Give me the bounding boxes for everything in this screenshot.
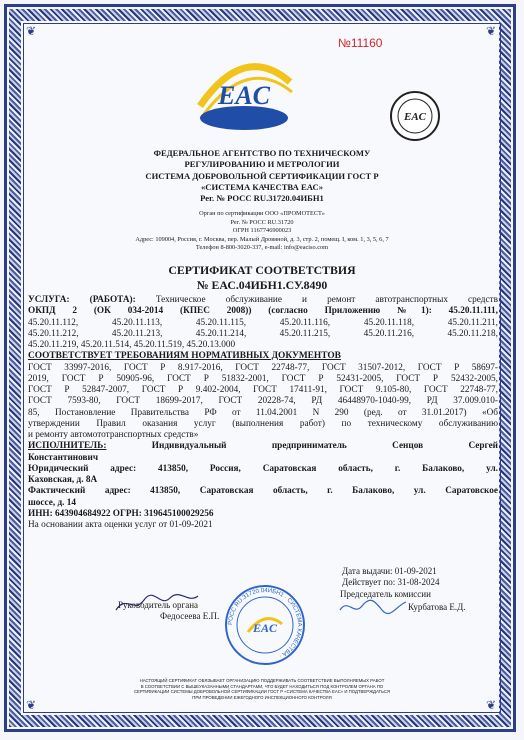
fine-print-line: В СООТВЕТСТВИИ С ВЫШЕУКАЗАННЫМИ СТАНДАРТАМИ, ЧТО БУДЕТ НАХОДИТЬСЯ ПОД КОНТРОЛЕМ ОРГАНА ПО (140, 683, 384, 689)
right-signature-name: Курбатова Е.Д. (408, 602, 466, 612)
legal-address: Юридический адрес: 413850, Россия, Саратовская область, г. Балаково, ул. (28, 463, 498, 474)
requirements-line: 85, Постановление Правительства РФ от 11.04.2001 N 290 (ред. от 31.01.2017) «Об (28, 407, 498, 418)
requirements-line: ГОСТ Р 52847-2007, ГОСТ Р 9.402-2004, ГОСТ 17411-91, ГОСТ 9.105-80, ГОСТ 22748-77, (28, 385, 498, 395)
requirements-line: утверждении Правил оказания услуг (выполнения работ) по техническому обслуживанию (28, 418, 498, 429)
valid-until: Действует по: 31-08-2024 (342, 577, 440, 587)
fine-print-line: НАСТОЯЩИЙ СЕРТИФИКАТ ОБЯЗЫВАЕТ ОРГАНИЗАЦИЮ ПОДДЕРЖИВАТЬ СООТВЕТСТВИЕ ВЫПОЛНЯЕМЫХ РАБОТ (139, 678, 385, 683)
serial-number: №11160 (338, 36, 383, 50)
svg-text:EAC: EAC (252, 621, 278, 635)
organ-line: ОГРН 1167746900023 (232, 227, 292, 235)
requirements-line: 2019, ГОСТ Р 50905-96, ГОСТ Р 51832-2001, ГОСТ Р 52431-2005, ГОСТ Р 52432-2005, (28, 373, 498, 384)
service-line: 45.20.11.219, 45.20.11.514, 45.20.11.519, 45.20.13.000 (28, 340, 236, 350)
certificate-body (28, 295, 498, 531)
organ-line: Адрес: 109004, Россия, г. Москва, пер. Малый Дровяной, д. 3, стр. 2, помещ. I, ком. 1, 3, 5, 6, 7 (135, 235, 389, 243)
logo-text: EAC (217, 81, 271, 110)
left-signature-icon (112, 590, 202, 618)
service-line: 45.20.11.112, 45.20.11.113, 45.20.11.115, 45.20.11.116, 45.20.11.118, 45.20.11.211, (28, 317, 498, 328)
legal-address-cont: Каховская, д. 8А (28, 475, 98, 485)
service-label: УСЛУГА: (РАБОТА): (28, 295, 136, 305)
agency-header (28, 148, 496, 204)
issue-date: Дата выдачи: 01-09-2021 (342, 566, 437, 576)
fine-print-line: ПРИ ПРОВЕДЕНИИ ЕЖЕГОДНОГО ИНСПЕКЦИОННОГО КОНТРОЛЯ (192, 694, 332, 700)
agency-line: РЕГУЛИРОВАНИЮ И МЕТРОЛОГИИ (184, 159, 340, 170)
left-signature-title: Руководитель органа (118, 600, 199, 610)
organ-line: Телефон 8-800-3020-337, e-mail: info@eaciso.com (195, 244, 329, 252)
corner-ornament-icon: ❦ (26, 24, 37, 38)
right-signature-icon (338, 596, 408, 618)
agency-line: СИСТЕМА ДОБРОВОЛЬНОЙ СЕРТИФИКАЦИИ ГОСТ Р (145, 170, 379, 181)
organ-line: Рег. № РОСС RU.31720 (230, 218, 294, 226)
right-signature-title: Председатель комиссии (340, 589, 431, 599)
assessment-basis: На основании акта оценки услуг от 01-09-2021 (28, 520, 213, 530)
agency-line: Рег. № РОСС RU.31720.04ИБН1 (200, 193, 324, 204)
agency-line: ФЕДЕРАЛЬНОЕ АГЕНТСТВО ПО ТЕХНИЧЕСКОМУ (153, 148, 371, 158)
executor-name: Индивидуальный предприниматель Сенцов Сергей (151, 441, 499, 452)
actual-address-cont: шоссе, д. 14 (28, 497, 77, 508)
service-line: 45.20.11.212, 45.20.11.213, 45.20.11.214, 45.20.11.215, 45.20.11.216, 45.20.11.218, (28, 328, 498, 339)
certificate-title-block (28, 263, 496, 293)
fine-print (120, 678, 404, 700)
requirements-line: ГОСТ 7593-80, ГОСТ 18699-2017, ГОСТ 20228-74, РД 46448970-1040-99, РД 37.009.010- (28, 396, 498, 407)
requirements-line: ГОСТ 33997-2016, ГОСТ Р 8.917-2016, ГОСТ 22748-77, ГОСТ 31507-2012, ГОСТ Р 58697- (28, 362, 498, 373)
requirements-line: и ремонту автомототранспортных средств» (28, 430, 199, 440)
executor-label: ИСПОЛНИТЕЛЬ: (28, 441, 107, 452)
stamp-text: РОСС RU.31720.04ИБН1 · СИСТЕМА КАЧЕСТВА · (227, 587, 303, 659)
certificate-dates (342, 566, 440, 588)
svg-text:EAC: EAC (403, 111, 427, 123)
executor-ids: ИНН: 643904684922 ОГРН: 319645100029256 (28, 508, 214, 519)
service-text: Техническое обслуживание и ремонт автотранспортных средств (155, 295, 498, 305)
eac-logo-icon (182, 48, 306, 136)
corner-ornament-icon: ❦ (26, 698, 37, 712)
requirements-heading: СООТВЕТСТВУЕТ ТРЕБОВАНИЯМ НОРМАТИВНЫХ ДОКУМЕНТОВ (28, 351, 341, 362)
quality-seal-icon (389, 90, 441, 142)
corner-ornament-icon: ❦ (486, 24, 497, 38)
organ-info (28, 210, 496, 253)
service-line: ОКПД 2 (ОК 034-2014 (КПЕС 2008)) (согласно Приложению №1): 45.20.11.111, (28, 306, 498, 317)
certificate-number: № ЕАС.04ИБН1.СУ.8490 (196, 278, 328, 292)
agency-line: «СИСТЕМА КАЧЕСТВА ЕАС» (201, 181, 323, 192)
official-stamp-icon (224, 584, 306, 666)
fine-print-line: СЕРТИФИКАЦИИ СИСТЕМЫ ДОБРОВОЛЬНОЙ СЕРТИФИКАЦИИ ГОСТ Р «СИСТЕМА КАЧЕСТВА ЕАС» И ПОДТВЕРЖДАТЬСЯ (133, 689, 391, 695)
organ-line: Орган по сертификации ООО «ПРОМОТЕСТ» (199, 210, 325, 217)
corner-ornament-icon: ❦ (486, 698, 497, 712)
executor-name-cont: Константинович (28, 452, 99, 463)
certificate-title: СЕРТИФИКАТ СООТВЕТСТВИЯ (168, 263, 356, 277)
actual-address: Фактический адрес: 413850, Саратовская область, г. Балаково, ул. Саратовское (28, 486, 498, 497)
left-signature-name: Федосеева Е.П. (160, 611, 220, 621)
